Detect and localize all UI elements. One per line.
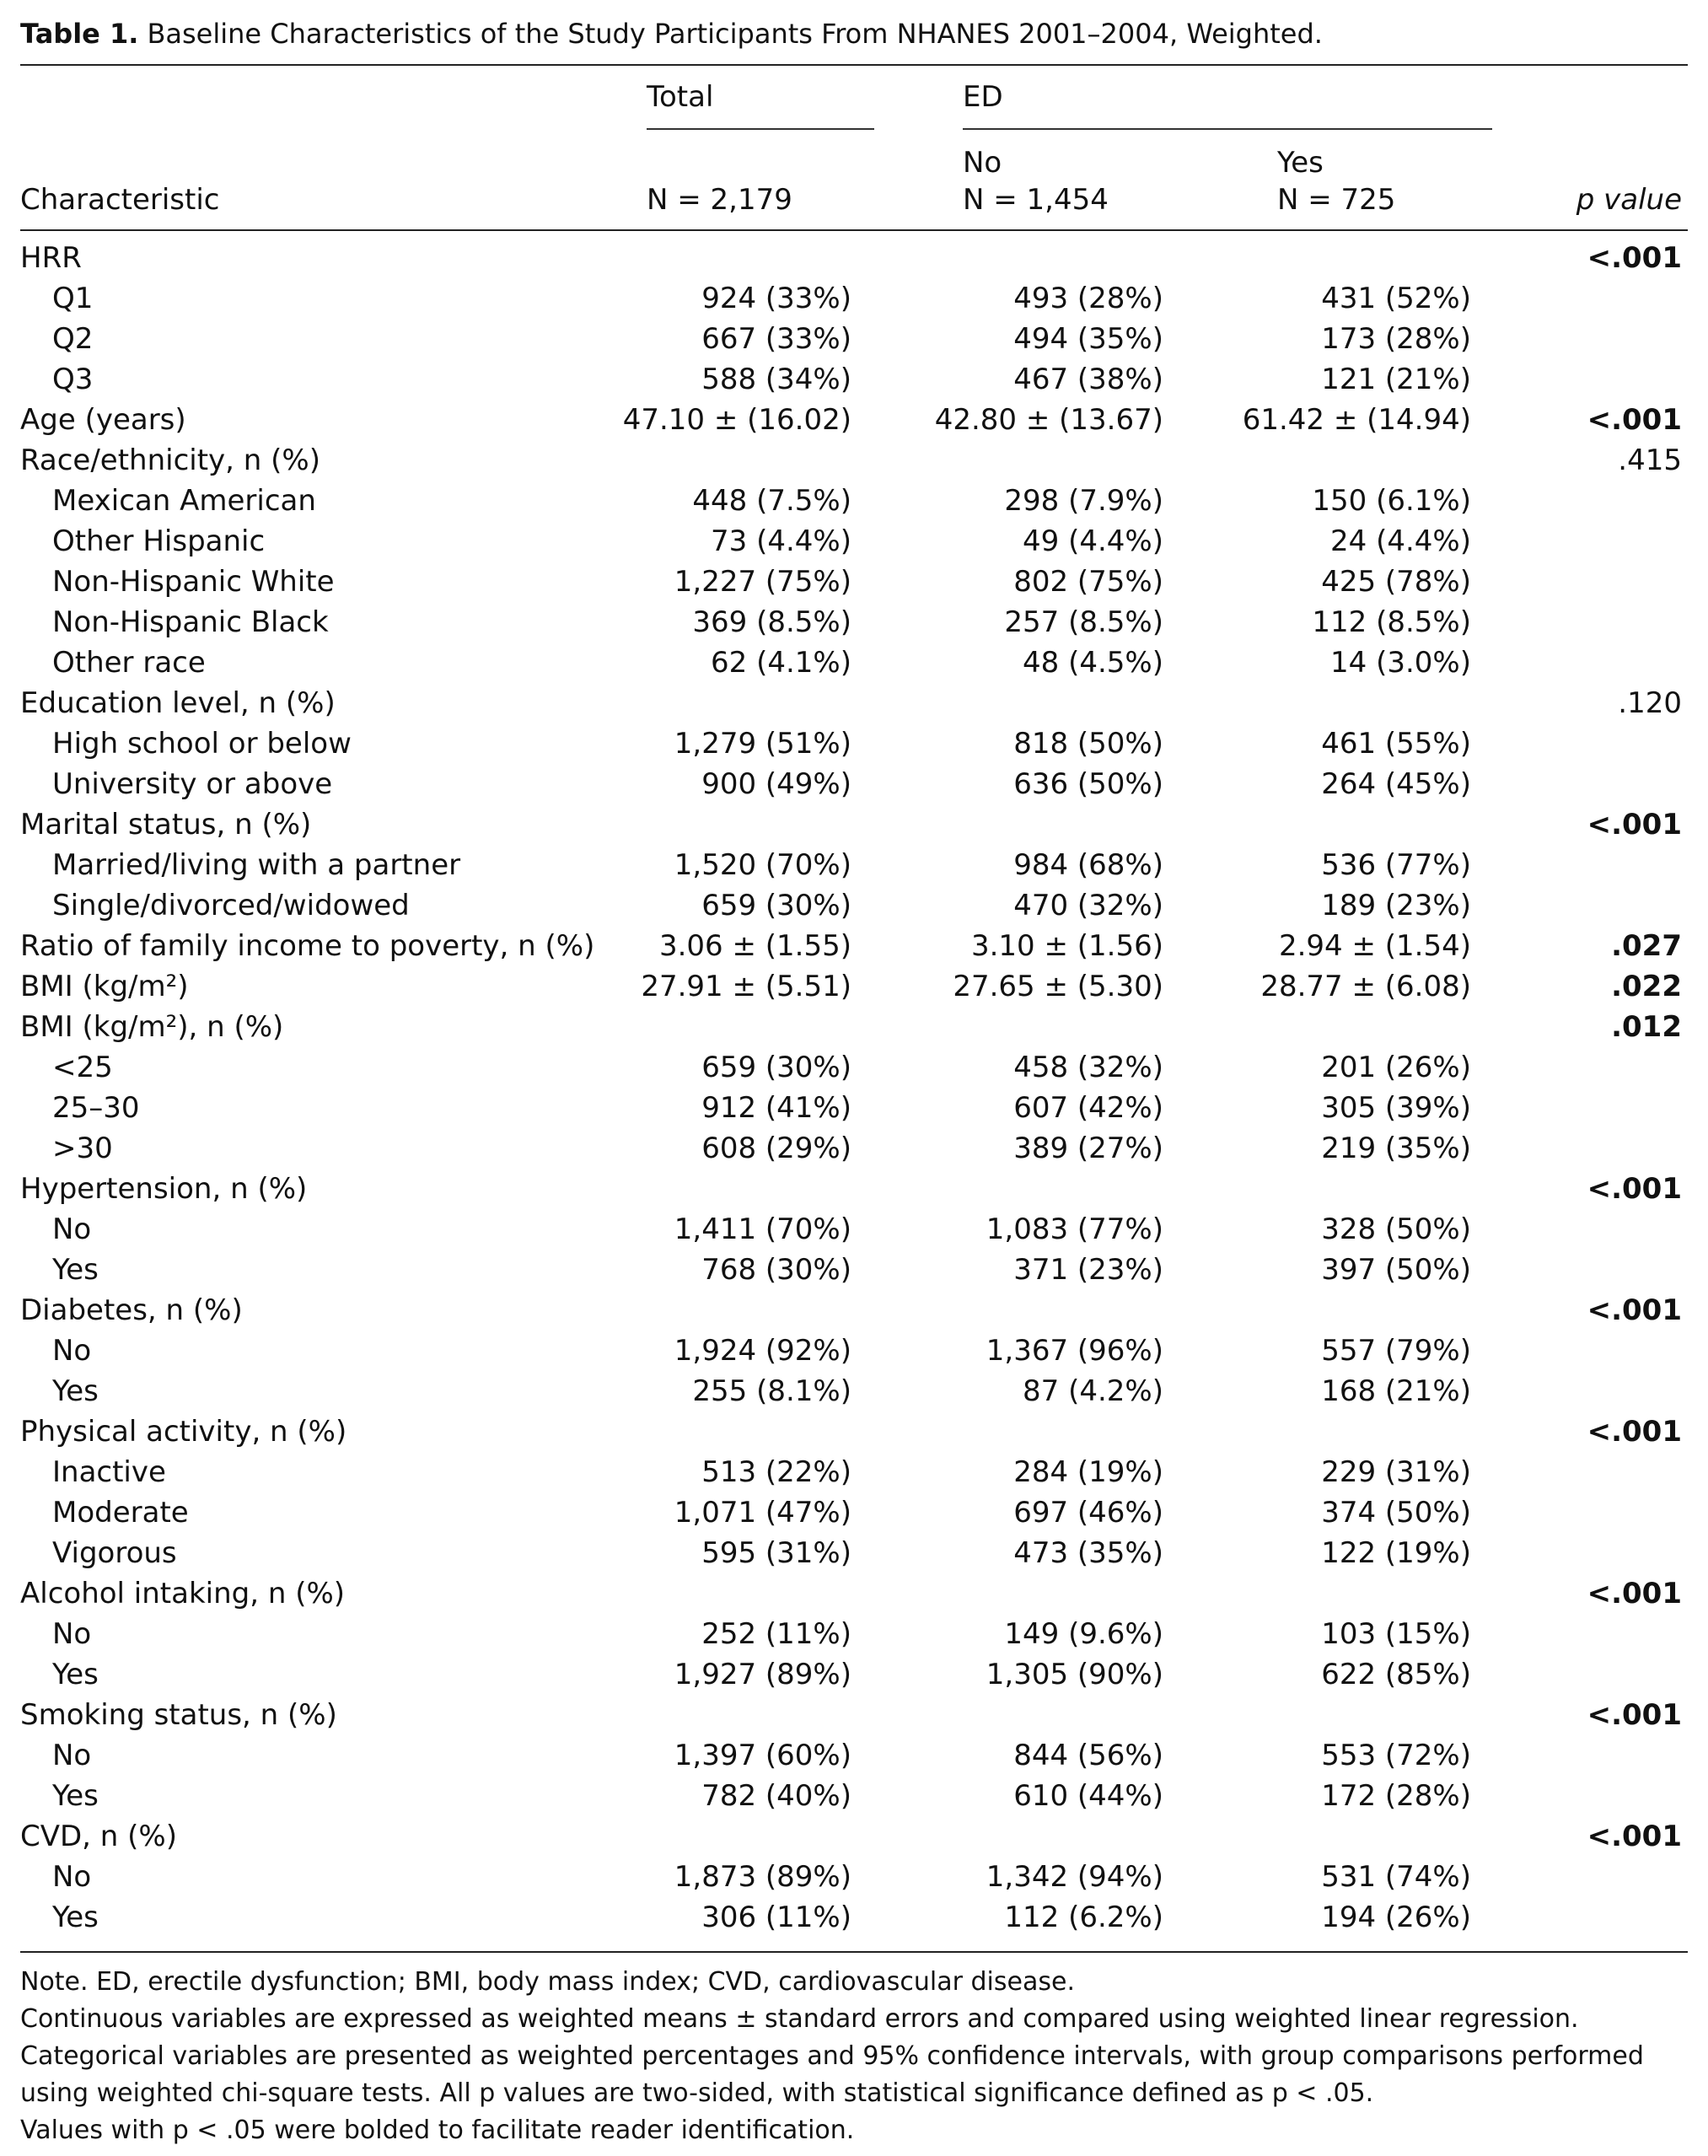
cell-total: 27.91 ± (5.51)	[641, 970, 851, 1003]
row-label: Alcohol intaking, n (%)	[20, 1577, 346, 1610]
cell-ed-no: 844 (56%)	[1013, 1739, 1163, 1772]
cell-ed-no: 371 (23%)	[1013, 1253, 1163, 1287]
table-row	[0, 1411, 1708, 1452]
cell-ed-yes: 536 (77%)	[1321, 848, 1471, 882]
row-label: No	[52, 1739, 92, 1772]
cell-p-value: .027	[1611, 929, 1682, 963]
cell-total: 1,873 (89%)	[674, 1860, 851, 1894]
cell-total: 62 (4.1%)	[711, 646, 851, 680]
cell-ed-yes: 112 (8.5%)	[1312, 605, 1471, 639]
cell-ed-no: 1,342 (94%)	[986, 1860, 1163, 1894]
cell-ed-no: 1,367 (96%)	[986, 1334, 1163, 1368]
cell-p-value: <.001	[1587, 241, 1682, 275]
cell-ed-no: 636 (50%)	[1013, 767, 1163, 801]
cell-ed-yes: 189 (23%)	[1321, 889, 1471, 922]
cell-total: 659 (30%)	[701, 1051, 851, 1084]
cell-ed-no: 494 (35%)	[1013, 322, 1163, 356]
row-label: Yes	[52, 1779, 99, 1813]
cell-p-value: <.001	[1587, 1577, 1682, 1610]
table-row	[0, 1331, 1708, 1371]
cell-ed-no: 1,305 (90%)	[986, 1658, 1163, 1691]
row-label: BMI (kg/m²), n (%)	[20, 1010, 284, 1044]
cell-total: 1,927 (89%)	[674, 1658, 851, 1691]
table-row	[0, 642, 1708, 683]
row-label: Ratio of family income to poverty, n (%)	[20, 929, 595, 963]
table-notes	[20, 1964, 1694, 2149]
note-methods: Continuous variables are expressed as weighted means ± standard errors and compared using weighted linear regression. Categorical variables are presented as weighted percentages and 95% confidence intervals, with group comparisons performed using weighted chi-square tests. All p values are two-sided, with statistical significance defined as p < .05.	[20, 2004, 1644, 2108]
header-n-yes: N = 725	[1277, 183, 1396, 217]
row-label: No	[52, 1860, 92, 1894]
table-row	[0, 723, 1708, 764]
table-row	[0, 400, 1708, 440]
cell-ed-no: 458 (32%)	[1013, 1051, 1163, 1084]
cell-ed-no: 42.80 ± (13.67)	[934, 403, 1163, 437]
cell-total: 3.06 ± (1.55)	[658, 929, 851, 963]
cell-ed-yes: 553 (72%)	[1321, 1739, 1471, 1772]
row-label: Hypertension, n (%)	[20, 1172, 308, 1206]
cell-ed-no: 1,083 (77%)	[986, 1212, 1163, 1246]
cell-ed-yes: 557 (79%)	[1321, 1334, 1471, 1368]
table-row	[0, 562, 1708, 602]
header-characteristic: Characteristic	[20, 183, 220, 217]
row-label: BMI (kg/m²)	[20, 970, 189, 1003]
table-row	[0, 1816, 1708, 1857]
header-n-no: N = 1,454	[963, 183, 1109, 217]
ed-underline	[963, 128, 1492, 130]
table-row	[0, 1209, 1708, 1250]
cell-ed-yes: 425 (78%)	[1321, 565, 1471, 599]
cell-p-value: <.001	[1587, 403, 1682, 437]
cell-p-value: <.001	[1587, 1415, 1682, 1449]
table-row	[0, 1533, 1708, 1573]
cell-total: 768 (30%)	[701, 1253, 851, 1287]
cell-ed-no: 610 (44%)	[1013, 1779, 1163, 1813]
cell-ed-no: 149 (9.6%)	[1004, 1617, 1163, 1651]
row-label: Vigorous	[52, 1536, 177, 1570]
cell-p-value: <.001	[1587, 808, 1682, 841]
row-label: Diabetes, n (%)	[20, 1293, 243, 1327]
table-row	[0, 1169, 1708, 1209]
cell-ed-no: 802 (75%)	[1013, 565, 1163, 599]
table-row	[0, 1695, 1708, 1735]
cell-total: 595 (31%)	[701, 1536, 851, 1570]
table-row	[0, 1047, 1708, 1088]
cell-ed-yes: 121 (21%)	[1321, 363, 1471, 396]
row-label: Race/ethnicity, n (%)	[20, 444, 320, 477]
cell-ed-yes: 264 (45%)	[1321, 767, 1471, 801]
header-ed: ED	[963, 80, 1003, 114]
table-row	[0, 1452, 1708, 1492]
table-row	[0, 602, 1708, 642]
cell-total: 900 (49%)	[701, 767, 851, 801]
table-row	[0, 1735, 1708, 1776]
table-row	[0, 966, 1708, 1007]
cell-ed-yes: 172 (28%)	[1321, 1779, 1471, 1813]
cell-total: 513 (22%)	[701, 1455, 851, 1489]
cell-ed-yes: 103 (15%)	[1321, 1617, 1471, 1651]
table-row	[0, 319, 1708, 359]
table-row	[0, 1492, 1708, 1533]
row-label: <25	[52, 1051, 113, 1084]
cell-ed-yes: 14 (3.0%)	[1330, 646, 1471, 680]
table-title: Baseline Characteristics of the Study Participants From NHANES 2001–2004, Weighted.	[147, 18, 1323, 50]
cell-ed-no: 284 (19%)	[1013, 1455, 1163, 1489]
table-row	[0, 1573, 1708, 1614]
row-label: 25–30	[52, 1091, 140, 1125]
table-row	[0, 845, 1708, 885]
table-label: Table 1.	[20, 18, 139, 50]
cell-ed-no: 467 (38%)	[1013, 363, 1163, 396]
table-row	[0, 1250, 1708, 1290]
table-row	[0, 764, 1708, 804]
cell-ed-no: 697 (46%)	[1013, 1496, 1163, 1530]
cell-ed-yes: 461 (55%)	[1321, 727, 1471, 761]
cell-ed-yes: 122 (19%)	[1321, 1536, 1471, 1570]
cell-ed-yes: 173 (28%)	[1321, 322, 1471, 356]
cell-total: 1,279 (51%)	[674, 727, 851, 761]
cell-ed-no: 493 (28%)	[1013, 282, 1163, 315]
table-body	[0, 238, 1708, 1938]
table-row	[0, 885, 1708, 926]
row-label: Yes	[52, 1374, 99, 1408]
row-label: Yes	[52, 1901, 99, 1934]
cell-ed-no: 389 (27%)	[1013, 1132, 1163, 1165]
row-label: Non-Hispanic White	[52, 565, 335, 599]
top-rule	[20, 64, 1688, 66]
row-label: Yes	[52, 1658, 99, 1691]
cell-p-value: <.001	[1587, 1293, 1682, 1327]
row-label: Other Hispanic	[52, 524, 266, 558]
cell-total: 448 (7.5%)	[692, 484, 851, 518]
cell-total: 1,520 (70%)	[674, 848, 851, 882]
note-bold: Values with p < .05 were bolded to facilitate reader identification.	[20, 2116, 855, 2145]
cell-ed-no: 607 (42%)	[1013, 1091, 1163, 1125]
cell-ed-yes: 531 (74%)	[1321, 1860, 1471, 1894]
row-label: No	[52, 1212, 92, 1246]
row-label: Education level, n (%)	[20, 686, 336, 720]
row-label: Marital status, n (%)	[20, 808, 312, 841]
row-label: University or above	[52, 767, 333, 801]
header-n-total: N = 2,179	[647, 183, 792, 217]
cell-total: 369 (8.5%)	[692, 605, 851, 639]
row-label: CVD, n (%)	[20, 1820, 177, 1853]
table-row	[0, 1007, 1708, 1047]
table-caption	[20, 15, 1689, 52]
cell-total: 1,924 (92%)	[674, 1334, 851, 1368]
table-row	[0, 1654, 1708, 1695]
row-label: Non-Hispanic Black	[52, 605, 329, 639]
cell-total: 1,411 (70%)	[674, 1212, 851, 1246]
cell-p-value: .415	[1618, 444, 1682, 477]
table-row	[0, 521, 1708, 562]
table-row	[0, 238, 1708, 278]
header-rule	[20, 229, 1688, 231]
table-row	[0, 278, 1708, 319]
cell-ed-yes: 2.94 ± (1.54)	[1278, 929, 1471, 963]
cell-total: 252 (11%)	[701, 1617, 851, 1651]
cell-total: 1,227 (75%)	[674, 565, 851, 599]
cell-ed-no: 48 (4.5%)	[1023, 646, 1163, 680]
cell-total: 255 (8.1%)	[692, 1374, 851, 1408]
table-row	[0, 1614, 1708, 1654]
table-row	[0, 804, 1708, 845]
row-label: Inactive	[52, 1455, 166, 1489]
header-p-value: p value	[1576, 183, 1682, 217]
cell-total: 588 (34%)	[701, 363, 851, 396]
cell-ed-yes: 61.42 ± (14.94)	[1242, 403, 1471, 437]
table-row	[0, 683, 1708, 723]
row-label: Age (years)	[20, 403, 186, 437]
table-row	[0, 1776, 1708, 1816]
table-row	[0, 1857, 1708, 1897]
table-row	[0, 359, 1708, 400]
header-total: Total	[647, 80, 714, 114]
cell-ed-yes: 305 (39%)	[1321, 1091, 1471, 1125]
cell-ed-yes: 328 (50%)	[1321, 1212, 1471, 1246]
cell-ed-yes: 219 (35%)	[1321, 1132, 1471, 1165]
cell-p-value: .120	[1618, 686, 1682, 720]
cell-ed-yes: 229 (31%)	[1321, 1455, 1471, 1489]
cell-ed-no: 27.65 ± (5.30)	[953, 970, 1163, 1003]
cell-p-value: .022	[1611, 970, 1682, 1003]
row-label: High school or below	[52, 727, 352, 761]
row-label: HRR	[20, 241, 82, 275]
cell-ed-yes: 194 (26%)	[1321, 1901, 1471, 1934]
cell-ed-no: 49 (4.4%)	[1023, 524, 1163, 558]
cell-p-value: <.001	[1587, 1172, 1682, 1206]
cell-total: 47.10 ± (16.02)	[622, 403, 851, 437]
row-label: Yes	[52, 1253, 99, 1287]
table-row	[0, 1290, 1708, 1331]
table-row	[0, 926, 1708, 966]
table-row	[0, 1128, 1708, 1169]
cell-total: 924 (33%)	[701, 282, 851, 315]
cell-ed-yes: 28.77 ± (6.08)	[1260, 970, 1471, 1003]
cell-total: 782 (40%)	[701, 1779, 851, 1813]
table-row	[0, 1088, 1708, 1128]
cell-ed-yes: 201 (26%)	[1321, 1051, 1471, 1084]
cell-ed-yes: 374 (50%)	[1321, 1496, 1471, 1530]
header-yes: Yes	[1277, 146, 1324, 180]
cell-ed-no: 112 (6.2%)	[1004, 1901, 1163, 1934]
cell-total: 1,071 (47%)	[674, 1496, 851, 1530]
cell-total: 608 (29%)	[701, 1132, 851, 1165]
table-row	[0, 481, 1708, 521]
cell-p-value: .012	[1611, 1010, 1682, 1044]
cell-ed-no: 470 (32%)	[1013, 889, 1163, 922]
cell-p-value: <.001	[1587, 1820, 1682, 1853]
row-label: Moderate	[52, 1496, 189, 1530]
cell-ed-no: 818 (50%)	[1013, 727, 1163, 761]
header-no: No	[963, 146, 1002, 180]
cell-ed-no: 473 (35%)	[1013, 1536, 1163, 1570]
table-row	[0, 1371, 1708, 1411]
cell-ed-yes: 168 (21%)	[1321, 1374, 1471, 1408]
cell-ed-yes: 397 (50%)	[1321, 1253, 1471, 1287]
row-label: Other race	[52, 646, 206, 680]
note-abbreviations: Note. ED, erectile dysfunction; BMI, body mass index; CVD, cardiovascular disease.	[20, 1967, 1075, 1997]
cell-ed-no: 3.10 ± (1.56)	[970, 929, 1163, 963]
row-label: Q3	[52, 363, 94, 396]
cell-ed-yes: 431 (52%)	[1321, 282, 1471, 315]
cell-ed-no: 87 (4.2%)	[1023, 1374, 1163, 1408]
row-label: Married/living with a partner	[52, 848, 461, 882]
cell-ed-no: 984 (68%)	[1013, 848, 1163, 882]
row-label: Single/divorced/widowed	[52, 889, 410, 922]
cell-total: 667 (33%)	[701, 322, 851, 356]
row-label: Q1	[52, 282, 94, 315]
row-label: Physical activity, n (%)	[20, 1415, 347, 1449]
bottom-rule	[20, 1951, 1688, 1953]
total-underline	[647, 128, 874, 130]
row-label: Q2	[52, 322, 94, 356]
cell-ed-yes: 24 (4.4%)	[1330, 524, 1471, 558]
row-label: No	[52, 1334, 92, 1368]
cell-ed-yes: 150 (6.1%)	[1312, 484, 1471, 518]
cell-ed-no: 298 (7.9%)	[1004, 484, 1163, 518]
table-row	[0, 440, 1708, 481]
table-row	[0, 1897, 1708, 1938]
cell-ed-no: 257 (8.5%)	[1004, 605, 1163, 639]
cell-total: 1,397 (60%)	[674, 1739, 851, 1772]
row-label: Mexican American	[52, 484, 316, 518]
cell-total: 306 (11%)	[701, 1901, 851, 1934]
cell-total: 659 (30%)	[701, 889, 851, 922]
cell-total: 912 (41%)	[701, 1091, 851, 1125]
row-label: No	[52, 1617, 92, 1651]
row-label: Smoking status, n (%)	[20, 1698, 337, 1732]
cell-total: 73 (4.4%)	[711, 524, 851, 558]
row-label: >30	[52, 1132, 113, 1165]
cell-p-value: <.001	[1587, 1698, 1682, 1732]
cell-ed-yes: 622 (85%)	[1321, 1658, 1471, 1691]
